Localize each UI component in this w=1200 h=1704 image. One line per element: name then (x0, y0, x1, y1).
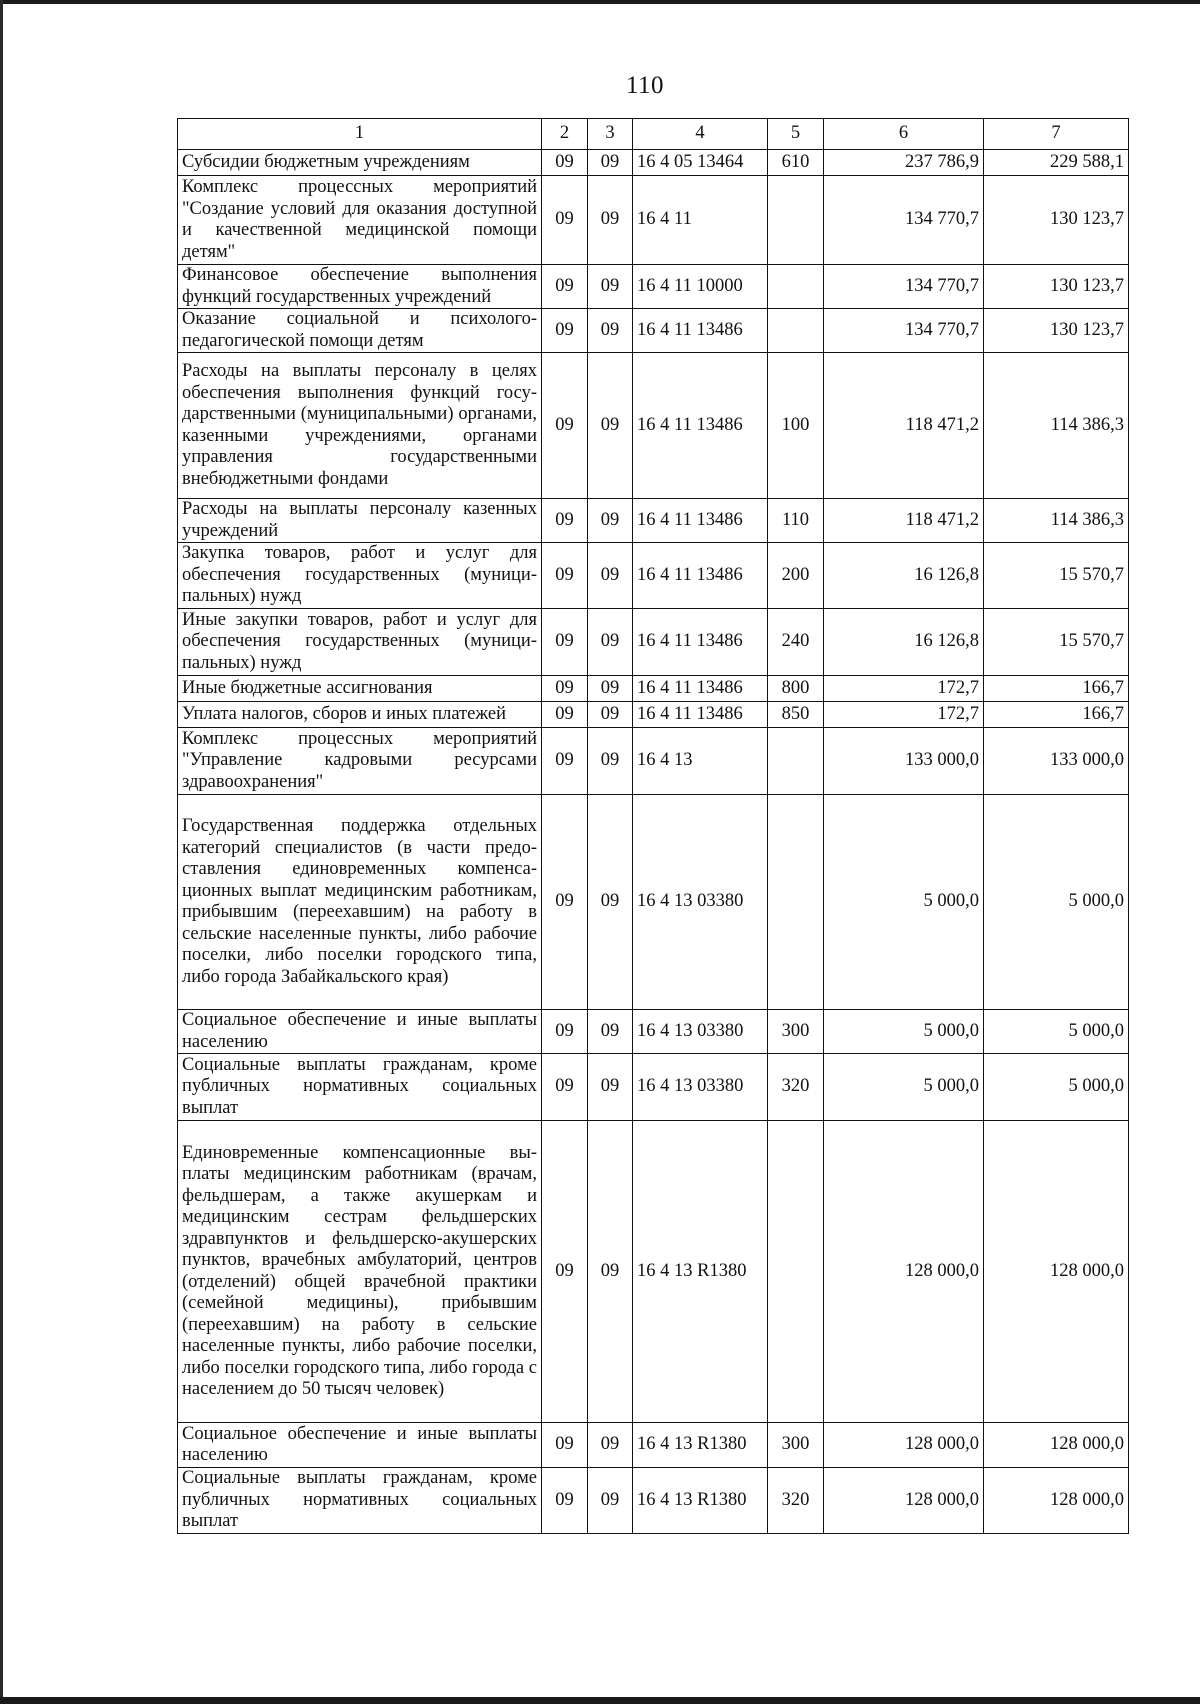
row-amount-col6: 133 000,0 (824, 728, 984, 795)
row-name: Государственная поддержка отдельных категорий специалистов (в части предоставления единовременных компенсационных выплат медицинским работникам, прибывшим (переехавшим) на работу в сельские населенные пункты, либо рабочие поселки, либо поселки городского типа, либо города Забайкальского края) (178, 795, 542, 1010)
row-amount-col7: 166,7 (984, 702, 1129, 728)
table-row (178, 309, 1129, 353)
row-subsection: 09 (588, 265, 633, 309)
row-name: Расходы на выплаты персоналу в целях обеспечения выполнения функций государственными (муниципальными) органами, казенными учреждениями, органами управления государственными внебюджетными фондами (178, 353, 542, 499)
row-target-code: 16 4 11 13486 (633, 309, 768, 353)
table-row (178, 1468, 1129, 1534)
row-amount-col6: 5 000,0 (824, 1054, 984, 1121)
row-target-code: 16 4 13 03380 (633, 1054, 768, 1121)
row-amount-col7: 166,7 (984, 676, 1129, 702)
column-header: 7 (984, 119, 1129, 150)
row-section: 09 (542, 265, 588, 309)
row-amount-col6: 128 000,0 (824, 1121, 984, 1423)
row-amount-col7: 114 386,3 (984, 499, 1129, 543)
row-expense-type (768, 728, 824, 795)
row-amount-col6: 118 471,2 (824, 499, 984, 543)
row-subsection: 09 (588, 150, 633, 176)
row-target-code: 16 4 11 13486 (633, 499, 768, 543)
row-section: 09 (542, 1423, 588, 1468)
row-amount-col7: 128 000,0 (984, 1423, 1129, 1468)
row-section: 09 (542, 176, 588, 265)
row-amount-col7: 128 000,0 (984, 1468, 1129, 1534)
row-subsection: 09 (588, 728, 633, 795)
row-amount-col6: 128 000,0 (824, 1468, 984, 1534)
row-subsection: 09 (588, 1468, 633, 1534)
row-name: Комплекс процессных мероприятий "Управление кадровыми ресурсами здравоохранения" (178, 728, 542, 795)
row-amount-col6: 172,7 (824, 676, 984, 702)
row-name: Субсидии бюджетным учреждениям (178, 150, 542, 176)
row-amount-col7: 5 000,0 (984, 1010, 1129, 1054)
table-row (178, 1423, 1129, 1468)
row-subsection: 09 (588, 795, 633, 1010)
table-row (178, 795, 1129, 1010)
row-subsection: 09 (588, 353, 633, 499)
table-row (178, 499, 1129, 543)
row-expense-type: 320 (768, 1468, 824, 1534)
table-header-row (178, 119, 1129, 150)
table-row (178, 543, 1129, 609)
row-amount-col7: 5 000,0 (984, 1054, 1129, 1121)
row-amount-col6: 128 000,0 (824, 1423, 984, 1468)
row-expense-type: 110 (768, 499, 824, 543)
row-amount-col6: 237 786,9 (824, 150, 984, 176)
row-expense-type: 240 (768, 609, 824, 676)
row-name: Оказание социальной и психолого-педагогической помощи детям (178, 309, 542, 353)
row-section: 09 (542, 702, 588, 728)
row-amount-col6: 134 770,7 (824, 309, 984, 353)
row-amount-col6: 16 126,8 (824, 543, 984, 609)
row-amount-col7: 15 570,7 (984, 609, 1129, 676)
row-expense-type: 300 (768, 1010, 824, 1054)
row-section: 09 (542, 609, 588, 676)
row-target-code: 16 4 11 13486 (633, 353, 768, 499)
row-section: 09 (542, 1468, 588, 1534)
row-target-code: 16 4 13 03380 (633, 1010, 768, 1054)
row-expense-type: 200 (768, 543, 824, 609)
row-amount-col6: 5 000,0 (824, 795, 984, 1010)
column-header: 1 (178, 119, 542, 150)
row-name: Финансовое обеспечение выполнения функций государственных учреждений (178, 265, 542, 309)
row-section: 09 (542, 1010, 588, 1054)
column-header: 6 (824, 119, 984, 150)
row-amount-col7: 130 123,7 (984, 309, 1129, 353)
page-number: 110 (625, 72, 665, 99)
row-name: Единовременные компенсационные выплаты медицинским работникам (врачам, фельдшерам, а также акушеркам и медицинским сестрам фельдшерских здравпунктов и фельдшерско-акушерских пунктов, врачебных амбулаторий, центров (отделений) общей врачебной практики (семейной медицины), прибывшим (переехавшим) на работу в сельские населенные пункты, либо рабочие поселки, либо поселки городского типа, либо города с населением до 50 тысяч человек) (178, 1121, 542, 1423)
row-subsection: 09 (588, 309, 633, 353)
row-name: Расходы на выплаты персоналу казенных учреждений (178, 499, 542, 543)
row-expense-type: 320 (768, 1054, 824, 1121)
row-amount-col6: 118 471,2 (824, 353, 984, 499)
scan-edge-bottom (0, 1697, 1200, 1704)
table-row (178, 150, 1129, 176)
row-expense-type (768, 176, 824, 265)
row-target-code: 16 4 11 (633, 176, 768, 265)
table-row (178, 609, 1129, 676)
row-amount-col7: 15 570,7 (984, 543, 1129, 609)
row-target-code: 16 4 11 13486 (633, 609, 768, 676)
row-amount-col6: 5 000,0 (824, 1010, 984, 1054)
row-name: Социальное обеспечение и иные выплаты населению (178, 1010, 542, 1054)
row-subsection: 09 (588, 543, 633, 609)
row-amount-col6: 134 770,7 (824, 176, 984, 265)
column-header: 5 (768, 119, 824, 150)
row-subsection: 09 (588, 1010, 633, 1054)
row-expense-type: 850 (768, 702, 824, 728)
row-amount-col7: 229 588,1 (984, 150, 1129, 176)
row-section: 09 (542, 795, 588, 1010)
row-section: 09 (542, 309, 588, 353)
row-target-code: 16 4 13 R1380 (633, 1423, 768, 1468)
row-expense-type (768, 795, 824, 1010)
row-target-code: 16 4 11 13486 (633, 702, 768, 728)
column-header: 4 (633, 119, 768, 150)
table-row (178, 676, 1129, 702)
row-section: 09 (542, 676, 588, 702)
row-amount-col7: 114 386,3 (984, 353, 1129, 499)
row-name: Уплата налогов, сборов и иных платежей (178, 702, 542, 728)
row-expense-type (768, 265, 824, 309)
row-section: 09 (542, 728, 588, 795)
row-subsection: 09 (588, 609, 633, 676)
row-section: 09 (542, 353, 588, 499)
row-target-code: 16 4 11 13486 (633, 676, 768, 702)
row-section: 09 (542, 150, 588, 176)
table-row (178, 353, 1129, 499)
table-row (178, 1054, 1129, 1121)
row-target-code: 16 4 11 10000 (633, 265, 768, 309)
row-subsection: 09 (588, 702, 633, 728)
row-amount-col6: 16 126,8 (824, 609, 984, 676)
row-expense-type: 800 (768, 676, 824, 702)
row-section: 09 (542, 1121, 588, 1423)
row-name: Социальные выплаты гражданам, кроме публичных нормативных социальных выплат (178, 1054, 542, 1121)
row-amount-col7: 128 000,0 (984, 1121, 1129, 1423)
row-amount-col7: 130 123,7 (984, 176, 1129, 265)
row-name: Комплекс процессных мероприятий "Создание условий для оказания доступной и качественной медицинской помощи детям" (178, 176, 542, 265)
row-target-code: 16 4 13 R1380 (633, 1468, 768, 1534)
budget-table (177, 118, 1129, 1534)
row-section: 09 (542, 543, 588, 609)
row-amount-col6: 134 770,7 (824, 265, 984, 309)
column-header: 3 (588, 119, 633, 150)
row-expense-type: 610 (768, 150, 824, 176)
row-name: Социальное обеспечение и иные выплаты населению (178, 1423, 542, 1468)
table-row (178, 1121, 1129, 1423)
scan-edge-top (0, 0, 1200, 4)
row-expense-type (768, 309, 824, 353)
row-amount-col7: 5 000,0 (984, 795, 1129, 1010)
row-subsection: 09 (588, 499, 633, 543)
row-name: Социальные выплаты гражданам, кроме публичных нормативных социальных выплат (178, 1468, 542, 1534)
row-target-code: 16 4 11 13486 (633, 543, 768, 609)
row-amount-col7: 130 123,7 (984, 265, 1129, 309)
table-row (178, 265, 1129, 309)
row-target-code: 16 4 13 R1380 (633, 1121, 768, 1423)
table-row (178, 176, 1129, 265)
row-section: 09 (542, 1054, 588, 1121)
row-name: Иные бюджетные ассигнования (178, 676, 542, 702)
table-row (178, 702, 1129, 728)
row-subsection: 09 (588, 1054, 633, 1121)
row-expense-type: 100 (768, 353, 824, 499)
row-expense-type (768, 1121, 824, 1423)
row-name: Закупка товаров, работ и услуг для обеспечения государственных (муниципальных) нужд (178, 543, 542, 609)
row-subsection: 09 (588, 1423, 633, 1468)
row-subsection: 09 (588, 176, 633, 265)
row-target-code: 16 4 13 (633, 728, 768, 795)
row-target-code: 16 4 13 03380 (633, 795, 768, 1010)
scan-edge-left (0, 0, 3, 1704)
row-subsection: 09 (588, 676, 633, 702)
row-section: 09 (542, 499, 588, 543)
column-header: 2 (542, 119, 588, 150)
row-subsection: 09 (588, 1121, 633, 1423)
row-expense-type: 300 (768, 1423, 824, 1468)
row-amount-col6: 172,7 (824, 702, 984, 728)
row-target-code: 16 4 05 13464 (633, 150, 768, 176)
table-row (178, 1010, 1129, 1054)
table-row (178, 728, 1129, 795)
row-name: Иные закупки товаров, работ и услуг для обеспечения государственных (муниципальных) нужд (178, 609, 542, 676)
row-amount-col7: 133 000,0 (984, 728, 1129, 795)
